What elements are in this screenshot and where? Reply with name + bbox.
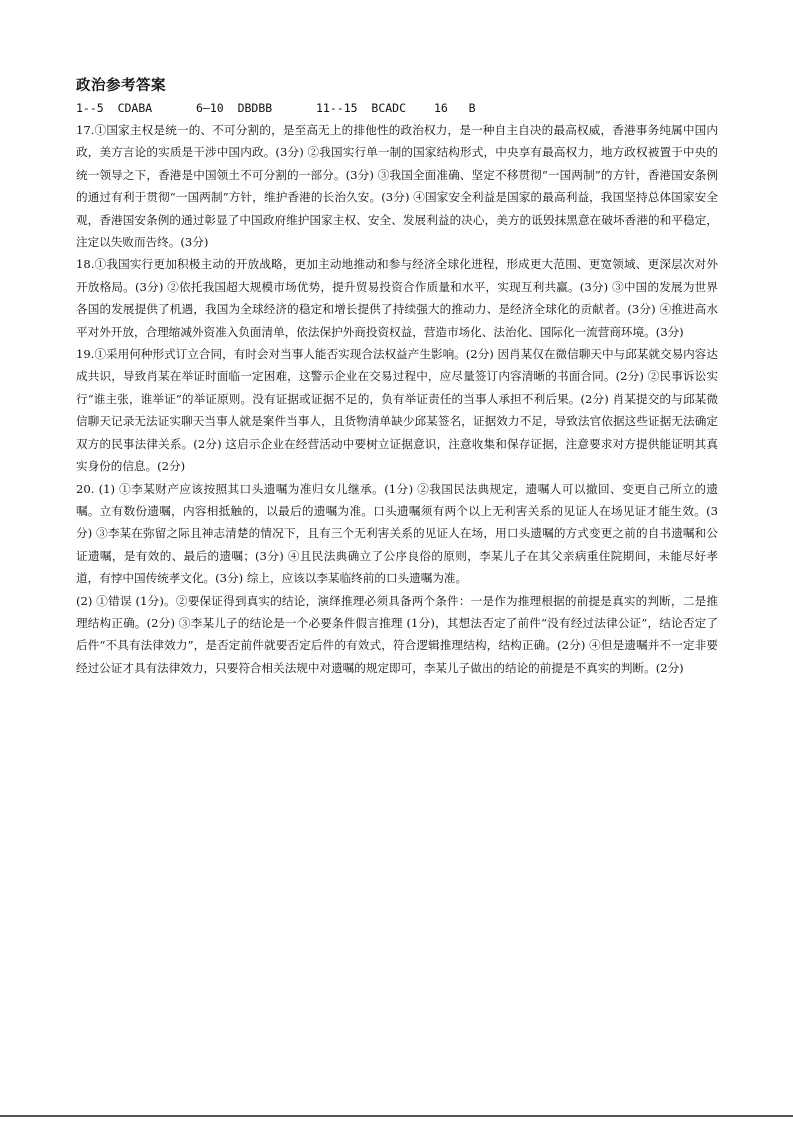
answer-q17: 17.①国家主权是统一的、不可分割的，是至高无上的排他性的政治权力，是一种自主自决的最高权威，香港事务纯属中国内政，美方言论的实质是干涉中国内政。(3分) ②我国实行单一制的国家结构形式，中央享有最高权力，地方政权被置于中央的统一领导之下，香港是中国领土不可分割的一部分。(3分) ③我国全面准确、坚定不移贯彻“一国两制”的方针，香港国安条例的通过有利于贯彻“一国两制”方针，维护香港的长治久安。(3分) ④国家安全利益是国家的最高利益，我国坚持总体国家安全观，香港国安条例的通过彰显了中国政府维护国家主权、安全、发展利益的决心，美方的诋毁抹黑意在破坏香港的和平稳定，注定以失败而告终。(3分) bbox=[76, 123, 718, 250]
answer-q18: 18.①我国实行更加积极主动的开放战略，更加主动地推动和参与经济全球化进程，形成更大范围、更宽领域、更深层次对外开放格局。(3分) ②依托我国超大规模市场优势，提升贸易投资合作质量和水平，实现互利共赢。(3分) ③中国的发展为世界各国的发展提供了机遇，我国为全球经济的稳定和增长提供了持续强大的推动力、是经济全球化的贡献者。(3分) ④推进高水平对外开放，合理缩减外资准入负面清单，依法保护外商投资权益，营造市场化、法治化、国际化一流营商环境。(3分) bbox=[76, 257, 718, 339]
mc-group: 6—10 DBDBB bbox=[196, 101, 273, 115]
mc-group: 16 B bbox=[434, 101, 476, 115]
answer-q20-part1: 20. (1) ①李某财产应该按照其口头遗嘱为准归女儿继承。(1分) ②我国民法典规定，遗嘱人可以撤回、变更自己所立的遗嘱。立有数份遗嘱，内容相抵触的，以最后的遗嘱为准。口头遗嘱须有两个以上无利害关系的见证人在场见证才能生效。(3分) ③李某在弥留之际且神志清楚的情况下，且有三个无利害关系的见证人在场，用口头遗嘱的方式变更之前的自书遗嘱和公证遗嘱，是有效的、最后的遗嘱；(3分) ④且民法典确立了公序良俗的原则，李某儿子在其父亲病重住院期间，未能尽好孝道，有悖中国传统孝文化。(3分) 综上，应该以李某临终前的口头遗嘱为准。 bbox=[76, 481, 718, 586]
answer-sheet bbox=[76, 76, 718, 679]
multiple-choice-answers bbox=[76, 99, 718, 118]
page-bottom-rule bbox=[0, 1115, 793, 1117]
mc-group: 11--15 BCADC bbox=[316, 101, 407, 115]
page-title: 政治参考答案 bbox=[76, 78, 166, 94]
mc-group: 1--5 CDABA bbox=[76, 101, 153, 115]
answer-q19: 19.①采用何种形式订立合同，有时会对当事人能否实现合法权益产生影响。(2分) 因肖某仅在微信聊天中与邱某就交易内容达成共识，导致肖某在举证时面临一定困难，这警示企业在交易过程中，应尽量签订内容清晰的书面合同。(2分) ②民事诉讼实行“谁主张，谁举证”的举证原则。没有证据或证据不足的，负有举证责任的当事人承担不利后果。(2分) 肖某提交的与邱某微信聊天记录无法证实聊天当事人就是案件当事人，且货物清单缺少邱某签名，证据效力不足，导致法官依据这些证据无法确定双方的民事法律关系。(2分) 这启示企业在经营活动中要树立证据意识，注意收集和保存证据，注意要求对方提供能证明其真实身份的信息。(2分) bbox=[76, 347, 718, 474]
answer-q20-part2: (2) ①错误 (1分)。②要保证得到真实的结论，演绎推理必须具备两个条件：一是作为推理根据的前提是真实的判断，二是推理结构正确。(2分) ③李某儿子的结论是一个必要条件假言推理 (1分)，其想法否定了前件“没有经过法律公证”，结论否定了后件“不具有法律效力”，是否定前件就要否定后件的有效式，符合逻辑推理结构，结构正确。(2分) ④但是遗嘱并不一定非要经过公证才具有法律效力，只要符合相关法规中对遗嘱的规定即可，李某儿子做出的结论的前提是不真实的判断。(2分) bbox=[76, 593, 718, 675]
